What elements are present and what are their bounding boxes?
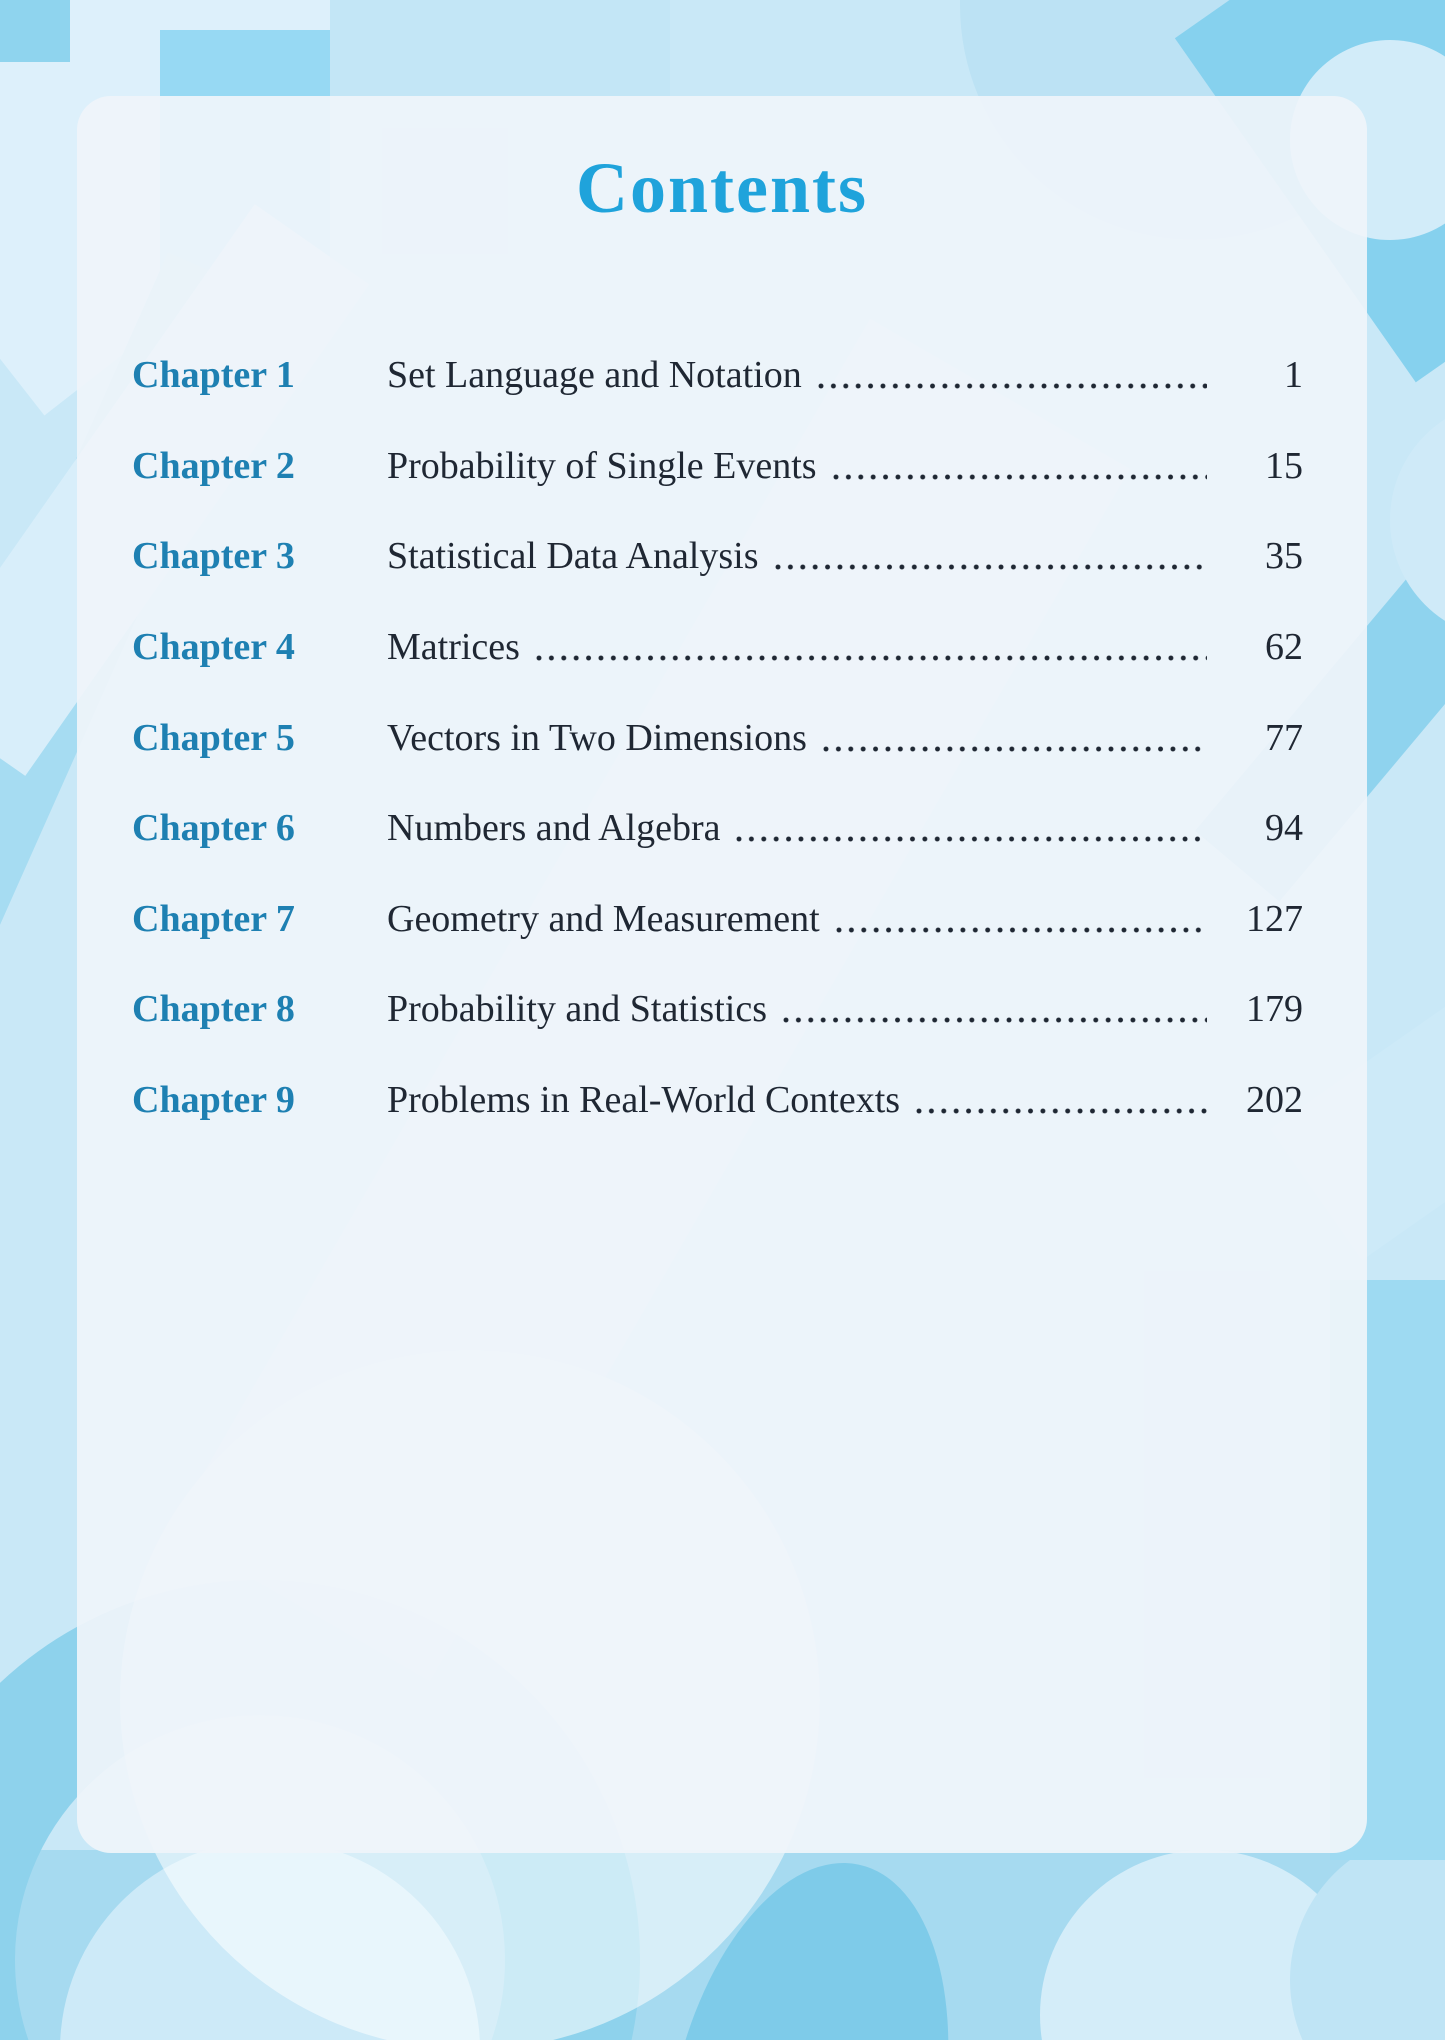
toc-entry	[77, 874, 1367, 965]
page-title: Contents	[575, 148, 868, 228]
toc-entry	[77, 330, 1367, 421]
chapter-title: Statistical Data Analysis	[387, 535, 759, 578]
background-shape-square	[0, 0, 70, 62]
chapter-label: Chapter 7	[132, 897, 295, 940]
contents-panel	[77, 96, 1367, 1853]
dot-leader	[836, 927, 1207, 933]
dot-leader	[783, 1017, 1207, 1023]
dot-leader	[536, 655, 1207, 661]
page-number: 1	[1284, 354, 1303, 397]
chapter-title: Vectors in Two Dimensions	[387, 716, 807, 759]
chapter-label: Chapter 6	[132, 807, 295, 850]
chapter-title: Geometry and Measurement	[387, 897, 820, 940]
chapter-title: Probability and Statistics	[387, 988, 767, 1031]
chapter-label: Chapter 8	[132, 988, 295, 1031]
toc-entry	[77, 602, 1367, 693]
chapter-label: Chapter 9	[132, 1079, 295, 1122]
dot-leader	[823, 746, 1207, 752]
page-number: 77	[1265, 716, 1303, 759]
dot-leader	[833, 474, 1207, 480]
chapter-label: Chapter 1	[132, 354, 295, 397]
table-of-contents	[77, 330, 1367, 1145]
chapter-label: Chapter 5	[132, 716, 295, 759]
page-number: 94	[1265, 807, 1303, 850]
chapter-label: Chapter 3	[132, 535, 295, 578]
dot-leader	[775, 564, 1207, 570]
toc-entry	[77, 964, 1367, 1055]
page-number: 202	[1246, 1079, 1303, 1122]
chapter-title: Probability of Single Events	[387, 444, 817, 487]
toc-entry	[77, 783, 1367, 874]
chapter-title: Set Language and Notation	[387, 354, 802, 397]
toc-entry	[77, 511, 1367, 602]
chapter-label: Chapter 2	[132, 444, 295, 487]
page-number: 35	[1265, 535, 1303, 578]
toc-entry	[77, 421, 1367, 512]
dot-leader	[916, 1108, 1207, 1114]
toc-entry	[77, 692, 1367, 783]
page-number: 62	[1265, 626, 1303, 669]
chapter-title: Matrices	[387, 626, 520, 669]
chapter-title: Problems in Real-World Contexts	[387, 1079, 901, 1122]
page-number: 15	[1265, 444, 1303, 487]
chapter-label: Chapter 4	[132, 626, 295, 669]
dot-leader	[736, 836, 1207, 842]
page-number: 127	[1246, 897, 1303, 940]
page-number: 179	[1246, 988, 1303, 1031]
dot-leader	[818, 383, 1207, 389]
chapter-title: Numbers and Algebra	[387, 807, 721, 850]
toc-entry	[77, 1055, 1367, 1146]
